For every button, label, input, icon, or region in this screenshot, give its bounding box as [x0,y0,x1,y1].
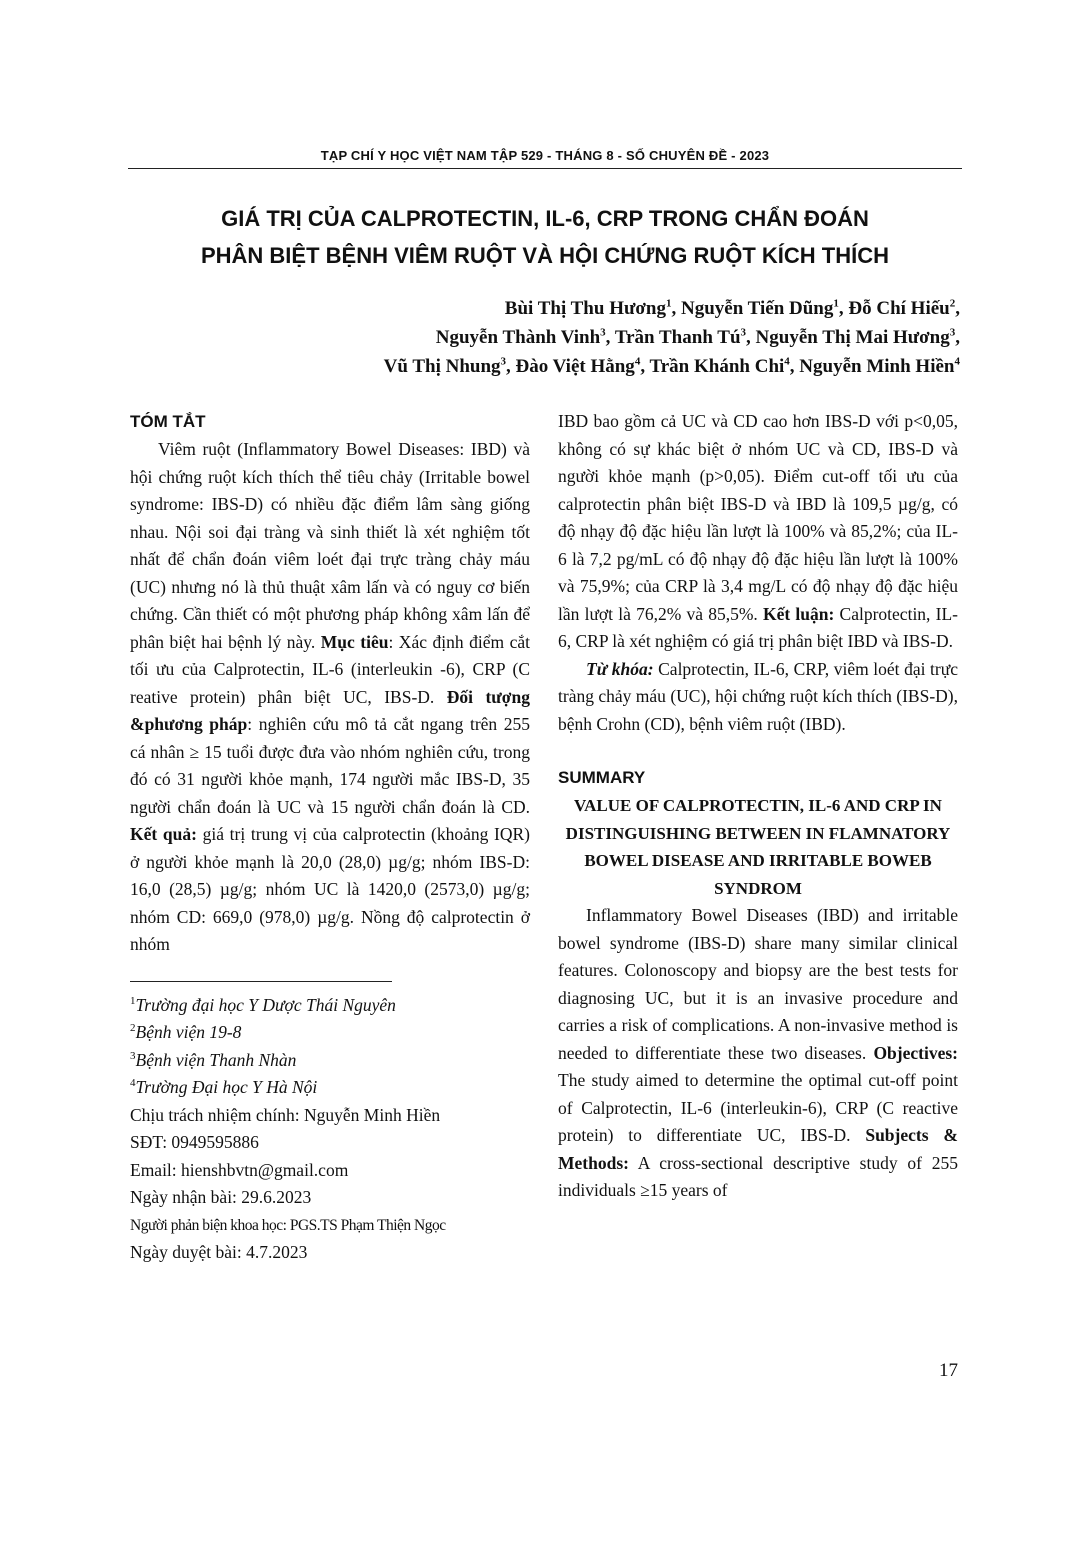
abstract-paragraph: Viêm ruột (Inflammatory Bowel Diseases: IBD) và hội chứng ruột kích thích thể tiêu chảy (Irritable bowel syndrome: IBS-D) có nhiều đặc điểm lâm sàng giống nhau. Nội soi đại tràng và sinh thiết là xét nghiệm tốt nhất để chẩn đoán viêm loét đại trực tràng chảy máu (UC) nhưng nó là thủ thuật xâm lấn và có nguy cơ biến chứng. Cần thiết có một phương pháp không xâm lấn để phân biệt hai bệnh lý này. Mục tiêu: Xác định điểm cắt tối ưu của Calprotectin, IL-6 (interleukin -6), CRP (C reative protein) phân biệt UC, IBS-D. Đối tượng &phương pháp: nghiên cứu mô tả cắt ngang trên 255 cá nhân ≥ 15 tuổi được đưa vào nhóm nghiên cứu, trong đó có 31 người khỏe mạnh, 174 người mắc IBS-D, 35 người chẩn đoán là UC và 15 người chẩn đoán là CD. Kết quả: giá trị trung vị của calprotectin (khoảng IQR) ở người khỏe mạnh là 20,0 (28,0) µg/g; nhóm IBS-D: 16,0 (28,5) µg/g; nhóm UC là 1420,0 (2573,0) µg/g; nhóm CD: 669,0 (978,0) µg/g. Nồng độ calprotectin ở nhóm [130,439,530,954]
article-title [128,200,962,274]
left-column [130,408,530,1267]
affiliation: $^1$Trường đại học Y Dược Thái Nguyên [130,994,396,1015]
received-date: Ngày nhận bài: 29.6.2023 [130,1187,312,1207]
author-name: Nguyễn Thị Mai Hương$^3$ [755,326,956,348]
english-title: VALUE OF CALPROTECTIN, IL-6 AND CRP IN DISTINGUISHING BETWEEN IN FLAMNATORY BOWEL DISEASE AND IRRITABLE BOWEB SYNDROM [565,796,951,898]
results-text-part2: IBD bao gồm cả UC và CD cao hơn IBS-D với p<0,05, không có sự khác biệt ở nhóm UC và CD, IBS-D và người khỏe mạnh (p>0,05). Điểm cut-off tối ưu của calprotectin phân biệt IBS-D và IBD là 109,5 µg/g, có độ nhạy độ đặc hiệu lần lượt là 100% và 85,2%; của IL-6 là 7,2 pg/mL có độ nhạy độ đặc hiệu lần lượt là 100% và 75,9%; của CRP là 3,4 mg/L có độ nhạy độ đặc hiệu lần lượt là 76,2% và 85,5%. [558,411,958,624]
page-number: 17 [939,1360,958,1381]
keywords-label: Từ khóa: [586,658,654,679]
subjects-methods-label: Subjects & Methods: [558,1125,958,1173]
author-name: Trần Thanh $Tú^3$ [614,326,747,348]
footnotes [130,992,530,1267]
objective-label: Mục tiêu [320,631,389,652]
title-line-2: PHÂN BIỆT BỆNH VIÊM RUỘT VÀ HỘI CHỨNG RUỘT KÍCH THÍCH [200,243,890,268]
author-name: Đào Việt Hằng$^4$ [515,355,641,377]
footnote-rule [130,981,392,982]
author-name: Nguyễn Thành Vinh$^3$ [435,326,606,348]
keywords: Từ khóa: Calprotectin, IL-6, CRP, viêm loét đại trực tràng chảy máu (UC), hội chứng ruột kích thích (IBS-D), bệnh Crohn (CD), bệnh viêm ruột (IBD). [558,658,958,734]
objectives-label: Objectives: [873,1042,958,1063]
right-column [558,408,958,1205]
author-line: Nguyễn Thành Vinh$^3$, Trần Thanh $Tú^3$, Nguyễn Thị Mai Hương$^3$, [435,326,960,348]
reviewer: Người phản biện khoa học: PGS.TS Phạm Thiện Ngọc [130,1216,446,1234]
author-name: Nguyễn Minh Hiền$^4$ [799,355,960,377]
affiliation: $^3$Bệnh viện Thanh Nhàn [130,1049,297,1070]
affiliation-list [130,992,530,1102]
corresponding-author: Chịu trách nhiệm chính: Nguyễn Minh Hiền [130,1104,441,1125]
author-name: Nguyễn Tiến Dũng$^1$ [680,297,839,319]
author-name: Bùi Thị Thu Hương$^1$ [504,297,672,319]
affiliation: $^2$Bệnh viện 19-8 [130,1022,242,1042]
email: Email: hienshbvtn@gmail.com [130,1159,349,1180]
author-list [384,294,960,381]
summary-paragraph: Inflammatory Bowel Diseases (IBD) and irritable bowel syndrome (IBS-D) share many similar clinical features. Colonoscopy and biopsy are the best tests for diagnosing UC, but it is an invasive procedure and carries a risk of complications. A non-invasive method is needed to differentiate these two diseases. Objectives: The study aimed to determine the optimal cut-off point of Calprotectin, IL-6 (interleukin-6), CRP (C reactive protein) to differentiate UC, IBS-D. Subjects & Methods: A cross-sectional descriptive study of 255 individuals ≥15 years of [558,905,958,1200]
phone: SĐT: 0949595886 [130,1132,259,1152]
methods-label: Đối tượng &phương pháp [130,686,530,734]
conclusion-label: Kết luận: [763,603,835,624]
abstract-heading: TÓM TẮT [130,412,206,431]
abstract-continued: IBD bao gồm cả UC và CD cao hơn IBS-D với p<0,05, không có sự khác biệt ở nhóm UC và CD, IBS-D và người khỏe mạnh (p>0,05). Điểm cut-off tối ưu của calprotectin phân biệt IBS-D và IBD là 109,5 µg/g, có độ nhạy độ đặc hiệu lần lượt là 100% và 85,2%; của IL-6 là 7,2 pg/mL có độ nhạy độ đặc hiệu lần lượt là 100% và 75,9%; của CRP là 3,4 mg/L có độ nhạy độ đặc hiệu lần lượt là 76,2% và 85,5%. Kết luận: Calprotectin, IL-6, CRP là xét nghiệm có giá trị phân biệt IBD và IBS-D. [558,411,958,651]
accepted-date: Ngày duyệt bài: 4.7.2023 [130,1242,308,1262]
header-rule [128,168,962,169]
affiliation: $^4$Trường Đại học Y Hà Nội [130,1077,318,1097]
author-line: Bùi Thị Thu Hương$^1$, Nguyễn Tiến Dũng$^1$, Đỗ Chí Hiếu$^2$, [504,297,960,319]
author-name: Đỗ Chí Hiếu$^2$ [848,297,956,319]
title-line-1: GIÁ TRỊ CỦA CALPROTECTIN, IL-6, CRP TRONG CHẨN ĐOÁN [221,206,869,231]
author-name: Trần Khánh Chi$^4$ [649,355,790,377]
journal-header: TẠP CHÍ Y HỌC VIỆT NAM TẬP 529 - THÁNG 8 - SỐ CHUYÊN ĐỀ - 2023 [320,148,770,163]
author-line: Vũ Thị Nhung$^3$, Đào Việt Hằng$^4$, Trần Khánh Chi$^4$, Nguyễn Minh Hiền$^4$ [383,355,960,377]
author-name: Vũ Thị Nhung$^3$ [383,355,507,377]
results-text-part1: giá trị trung vị của calprotectin (khoảng IQR) ở người khỏe mạnh là 20,0 (28,0) µg/g; nhóm IBS-D: 16,0 (28,5) µg/g; nhóm UC là 1420,0 (2573,0) µg/g; nhóm CD: 669,0 (978,0) µg/g. Nồng độ calprotectin ở nhóm [130,824,530,954]
summary-heading: SUMMARY [558,768,646,787]
results-label: Kết quả: [130,824,197,844]
